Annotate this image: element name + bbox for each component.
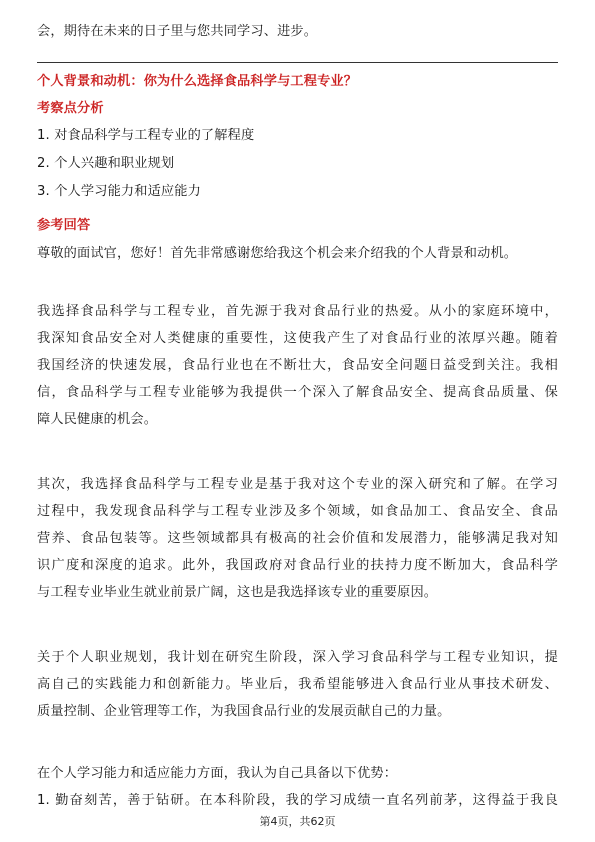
text-line: 高自己的实践能力和创新能力。毕业后，我希望能够进入食品行业从事技术研发、	[37, 677, 558, 692]
question-heading: 个人背景和动机：你为什么选择食品科学与工程专业？	[37, 74, 358, 89]
text-line: 尊敬的面试官，您好！首先非常感谢您给我这个机会来介绍我的个人背景和动机。	[37, 246, 518, 261]
text-line: 在个人学习能力和适应能力方面，我认为自己具备以下优势：	[37, 766, 398, 781]
page-number: 第4页，共62页	[259, 815, 336, 828]
text-line: 我深知食品安全对人类健康的重要性，这使我产生了对食品行业的浓厚兴趣。随着	[37, 331, 558, 346]
text-line: 营养、食品包装等。这些领域都具有极高的社会价值和发展潜力，能够满足我对知	[37, 531, 558, 546]
text-line: 障人民健康的机会。	[37, 412, 158, 427]
analysis-heading: 考察点分析	[37, 101, 104, 116]
text-line: 我国经济的快速发展，食品行业也在不断壮大，食品安全问题日益受到关注。我相	[37, 358, 558, 373]
text-line: 1. 勤奋刻苦，善于钻研。在本科阶段，我的学习成绩一直名列前茅，这得益于我良	[37, 793, 558, 808]
text-line: 关于个人职业规划，我计划在研究生阶段，深入学习食品科学与工程专业知识，提	[37, 650, 558, 665]
text-line: 质量控制、企业管理等工作，为我国食品行业的发展贡献自己的力量。	[37, 704, 451, 719]
analysis-point: 2. 个人兴趣和职业规划	[37, 156, 175, 171]
text-line: 与工程专业毕业生就业前景广阔，这也是我选择该专业的重要原因。	[37, 585, 438, 600]
analysis-point: 3. 个人学习能力和适应能力	[37, 184, 201, 199]
text-line: 其次，我选择食品科学与工程专业是基于我对这个专业的深入研究和了解。在学习	[37, 477, 558, 492]
text-line: 识广度和深度的追求。此外，我国政府对食品行业的扶持力度不断加大，食品科学	[37, 558, 558, 573]
text-line: 会，期待在未来的日子里与您共同学习、进步。	[37, 24, 318, 39]
analysis-point: 1. 对食品科学与工程专业的了解程度	[37, 128, 255, 143]
text-line: 我选择食品科学与工程专业，首先源于我对食品行业的热爱。从小的家庭环境中，	[37, 304, 558, 319]
section-divider	[37, 62, 558, 63]
text-line: 信，食品科学与工程专业能够为我提供一个深入了解食品安全、提高食品质量、保	[37, 385, 558, 400]
answer-heading: 参考回答	[37, 218, 91, 233]
text-line: 过程中，我发现食品科学与工程专业涉及多个领域，如食品加工、食品安全、食品	[37, 504, 558, 519]
